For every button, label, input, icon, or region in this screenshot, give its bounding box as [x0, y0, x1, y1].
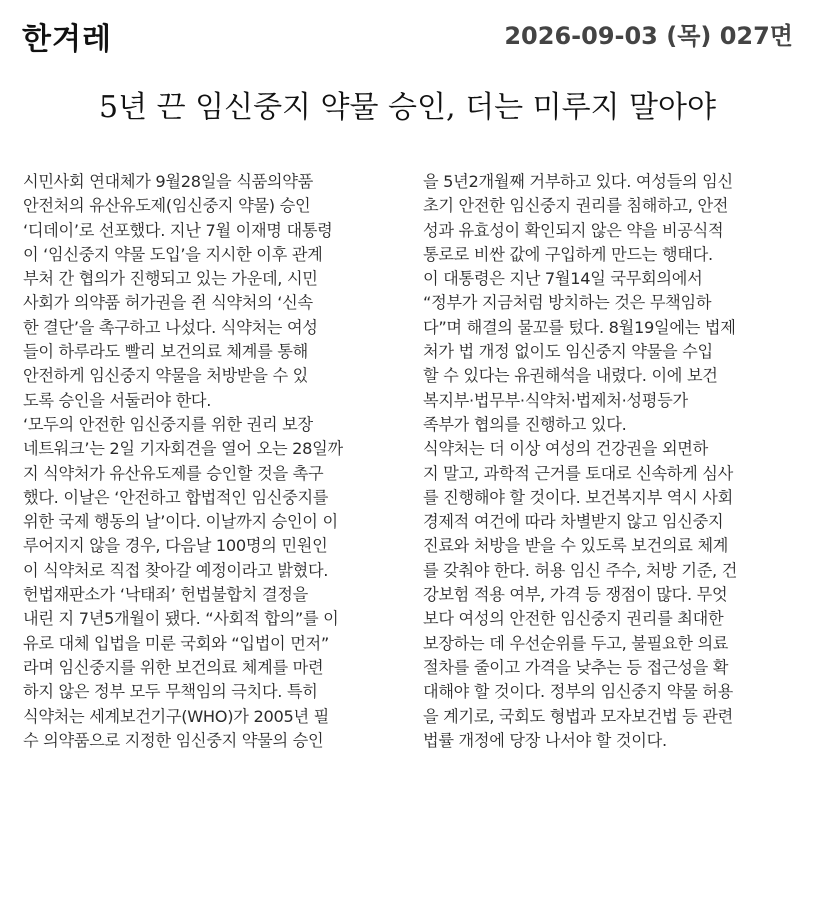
body-line: 했다. 이날은 ‘안전하고 합법적인 임신중지를	[23, 487, 329, 507]
body-line: ‘디데이’로 선포했다. 지난 7월 이재명 대통령	[23, 220, 333, 240]
masthead	[22, 6, 793, 56]
newspaper-logo: 한겨레	[22, 22, 112, 57]
body-line: 도록 승인을 서둘러야 한다.	[23, 390, 212, 410]
body-line: 이 ‘임신중지 약물 도입’을 지시한 이후 관계	[23, 244, 323, 264]
article-headline: 5년 끈 임신중지 약물 승인, 더는 미루지 말아야	[98, 90, 716, 125]
body-line: 경제적 여건에 따라 차별받지 않고 임신중지	[423, 512, 724, 532]
body-line: 초기 안전한 임신중지 권리를 침해하고, 안전	[423, 196, 729, 216]
body-line: 보장하는 데 우선순위를 두고, 불필요한 의료	[423, 633, 729, 653]
body-line: 족부가 협의를 진행하고 있다.	[423, 414, 627, 434]
body-line: 이 식약처로 직접 찾아갈 예정이라고 밝혔다.	[23, 560, 329, 580]
body-line: 부처 간 협의가 진행되고 있는 가운데, 시민	[23, 269, 318, 289]
body-line: 진료와 처방을 받을 수 있도록 보건의료 체계	[423, 536, 729, 556]
body-line: “정부가 지금처럼 방치하는 것은 무책임하	[423, 293, 712, 313]
article-column-right	[423, 170, 791, 753]
body-line: 유로 대체 입법을 미룬 국회와 “입법이 먼저”	[23, 633, 329, 653]
body-line: 식약처는 더 이상 여성의 건강권을 외면하	[423, 439, 708, 459]
body-line: 루어지지 않을 경우, 다음날 100명의 민원인	[23, 536, 328, 556]
body-line: 할 수 있다는 유권해석을 내렸다. 이에 보건	[423, 366, 718, 386]
body-line: 시민사회 연대체가 9월28일을 식품의약품	[23, 172, 313, 191]
body-line: 라며 임신중지를 위한 보건의료 체계를 마련	[23, 657, 324, 677]
body-line: 사회가 의약품 허가권을 쥔 식약처의 ‘신속	[23, 293, 313, 313]
body-line: 한 결단’을 촉구하고 나섰다. 식약처는 여성	[23, 317, 318, 337]
body-line: 복지부·법무부·식약처·법제처·성평등가	[423, 390, 688, 410]
body-line: 지 말고, 과학적 근거를 토대로 신속하게 심사	[423, 463, 733, 483]
body-line: 네트워크’는 2일 기자회견을 열어 오는 28일까	[23, 439, 343, 459]
body-line: 안전하게 임신중지 약물을 처방받을 수 있	[23, 366, 308, 386]
body-line: 지 식약처가 유산유도제를 승인할 것을 촉구	[23, 463, 324, 483]
body-line: 법률 개정에 당장 나서야 할 것이다.	[423, 730, 667, 750]
body-line: 를 갖춰야 한다. 허용 임신 주수, 처방 기준, 건	[423, 560, 738, 580]
body-line: 들이 하루라도 빨리 보건의료 체계를 통해	[23, 342, 308, 362]
body-line: 을 계기로, 국회도 형법과 모자보건법 등 관련	[423, 706, 733, 726]
body-line: 수 의약품으로 지정한 임신중지 약물의 승인	[23, 730, 324, 750]
body-line: 위한 국제 행동의 날’이다. 이날까지 승인이 이	[23, 512, 338, 532]
body-line: 대해야 할 것이다. 정부의 임신중지 약물 허용	[423, 682, 733, 702]
edition-dateline: 2026-09-03 (목) 027면	[504, 22, 793, 50]
body-line: 강보험 적용 여부, 가격 등 쟁점이 많다. 무엇	[423, 585, 728, 605]
body-line: 내린 지 7년5개월이 됐다. “사회적 합의”를 이	[23, 609, 339, 629]
body-line: 통로로 비싼 값에 구입하게 만드는 행태다.	[423, 244, 713, 264]
body-line: ‘모두의 안전한 임신중지를 위한 권리 보장	[23, 414, 313, 434]
body-line: 을 5년2개월째 거부하고 있다. 여성들의 임신	[423, 172, 733, 191]
article-column-left	[23, 170, 391, 753]
body-line: 식약처는 세계보건기구(WHO)가 2005년 필	[23, 706, 329, 726]
body-line: 절차를 줄이고 가격을 낮추는 등 접근성을 확	[423, 657, 729, 677]
body-line: 하지 않은 정부 모두 무책임의 극치다. 특히	[23, 682, 318, 702]
body-line: 보다 여성의 안전한 임신중지 권리를 최대한	[423, 609, 724, 629]
body-line: 안전처의 유산유도제(임신중지 약물) 승인	[23, 196, 311, 216]
body-line: 를 진행해야 할 것이다. 보건복지부 역시 사회	[423, 487, 733, 507]
body-line: 성과 유효성이 확인되지 않은 약을 비공식적	[423, 220, 724, 240]
body-line: 헌법재판소가 ‘낙태죄’ 헌법불합치 결정을	[23, 585, 308, 605]
body-line: 처가 법 개정 없이도 임신중지 약물을 수입	[423, 342, 713, 362]
body-line: 이 대통령은 지난 7월14일 국무회의에서	[423, 269, 703, 289]
body-line: 다”며 해결의 물꼬를 텄다. 8월19일에는 법제	[423, 317, 736, 337]
